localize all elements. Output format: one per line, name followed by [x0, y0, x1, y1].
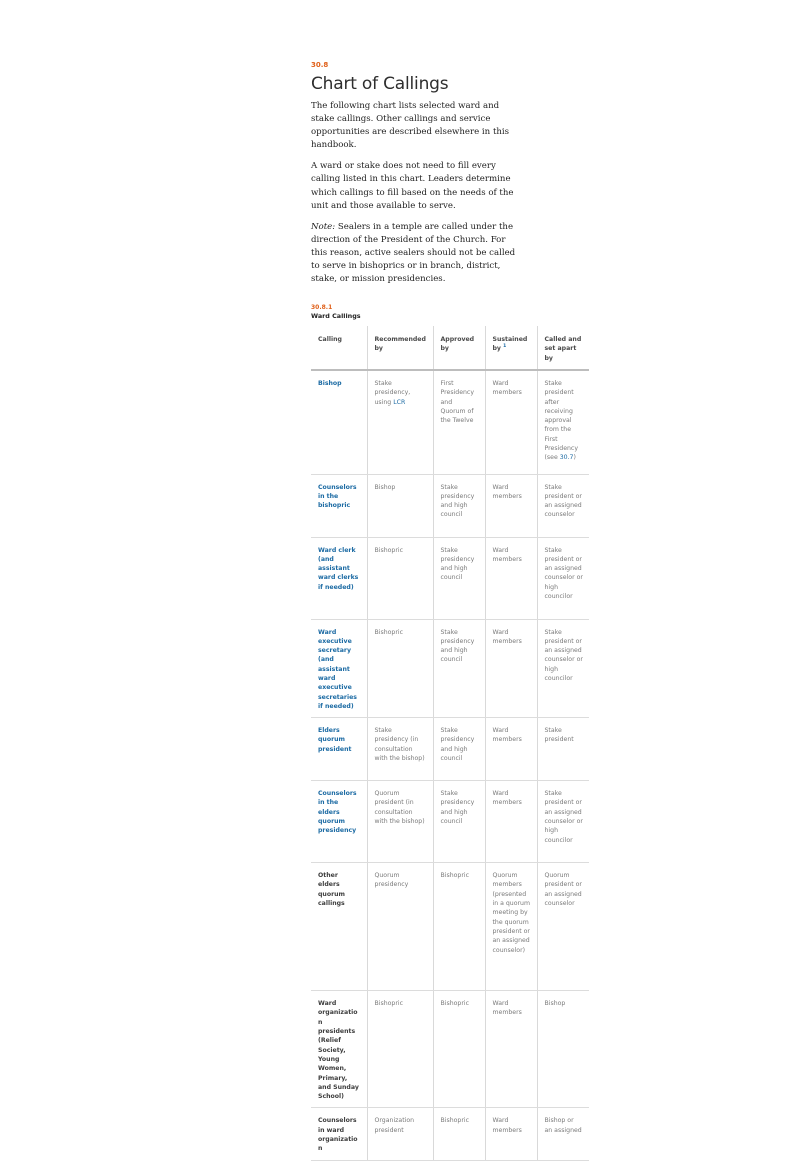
recommended-by-text: Stake presidency, using: [374, 380, 411, 406]
calling-name[interactable]: Bishop: [311, 370, 367, 474]
calling-name[interactable]: Elders quorum president: [311, 718, 367, 781]
callings-paragraph: A ward or stake does not need to fill every calling listed in this chart. Leaders determine which callings to fill based on the needs of the unit and those available to serve.: [311, 161, 514, 211]
table-row: [311, 474, 589, 537]
approved-by-cell: Bishopric: [433, 1108, 485, 1160]
called-by-cell: Quorum president or an assigned counselor: [537, 863, 589, 991]
calling-name: Ward organization presidents (Relief Society, Young Women, Primary, and Sunday School): [311, 991, 367, 1108]
recommended-by-cell: Quorum presidency: [367, 863, 433, 991]
header-recommended-by: Recommended by: [367, 326, 433, 370]
section-reference-link[interactable]: 30.7: [559, 454, 574, 462]
recommended-by-cell: Bishop: [367, 474, 433, 537]
recommended-by-cell: Quorum president (in consultation with the bishop): [367, 781, 433, 863]
table-row: [311, 863, 589, 991]
note-text: Sealers in a temple are called under the direction of the President of the Church. For this reason, active sealers should not be called to serve in bishoprics or in branch, district, stake, or mission presidencies.: [311, 221, 516, 285]
calling-name: Counselors in ward organization: [311, 1108, 367, 1160]
intro-paragraph: The following chart lists selected ward and stake callings. Other callings and service opportunities are described elsewhere in this handbook.: [311, 101, 510, 151]
sustained-by-cell: Ward members: [485, 474, 537, 537]
header-sustained-label: Sustained by: [492, 336, 528, 353]
table-row: [311, 718, 589, 781]
sustained-by-cell: Quorum members (presented in a quorum meeting by the quorum president or an assigned counselor): [485, 863, 537, 991]
calling-name[interactable]: Ward clerk (and assistant ward clerks if needed): [311, 537, 367, 619]
sustained-by-cell: Ward members: [485, 370, 537, 474]
subsection-title: Ward Callings: [311, 312, 361, 321]
called-by-cell: Stake president or an assigned counselor or high councilor: [537, 619, 589, 718]
approved-by-cell: Bishopric: [433, 991, 485, 1108]
note-label: Note:: [311, 221, 336, 232]
table-header-row: [311, 326, 589, 370]
called-by-cell: Stake president or an assigned counselor or high councilor: [537, 537, 589, 619]
recommended-by-cell: Bishopric: [367, 619, 433, 718]
header-sustained-by: [485, 326, 537, 370]
header-approved-by: Approved by: [433, 326, 485, 370]
sustained-by-cell: Ward members: [485, 718, 537, 781]
recommended-by-cell: [367, 370, 433, 474]
table-row: [311, 370, 589, 474]
called-by-cell: [537, 370, 589, 474]
lcr-link[interactable]: LCR: [393, 398, 406, 406]
approved-by-cell: Stake presidency and high council: [433, 619, 485, 718]
recommended-by-cell: Bishopric: [367, 537, 433, 619]
section-number: 30.8: [311, 61, 329, 69]
sustained-by-cell: Ward members: [485, 781, 537, 863]
recommended-by-cell: Stake presidency (in consultation with the bishop): [367, 718, 433, 781]
approved-by-cell: Stake presidency and high council: [433, 781, 485, 863]
calling-name[interactable]: Counselors in the elders quorum presidency: [311, 781, 367, 863]
recommended-by-cell: Organization president: [367, 1108, 433, 1160]
called-by-cell: Stake president or an assigned counselor or high councilor: [537, 781, 589, 863]
calling-name[interactable]: Counselors in the bishopric: [311, 474, 367, 537]
sustained-by-cell: Ward members: [485, 991, 537, 1108]
table-row: [311, 537, 589, 619]
table-row: [311, 619, 589, 718]
header-called-by: Called and set apart by: [537, 326, 589, 370]
subsection-number: 30.8.1: [311, 304, 333, 312]
note-paragraph: [311, 221, 521, 286]
page-title: Chart of Callings: [311, 74, 449, 94]
header-calling: Calling: [311, 326, 367, 370]
recommended-by-cell: Bishopric: [367, 991, 433, 1108]
sustained-by-cell: Ward members: [485, 1108, 537, 1160]
footnote-link[interactable]: 1: [503, 344, 507, 350]
section-content: [311, 60, 591, 321]
approved-by-cell: Stake presidency and high council: [433, 537, 485, 619]
approved-by-cell: Stake presidency and high council: [433, 718, 485, 781]
calling-name[interactable]: Ward executive secretary (and assistant ward executive secretaries if needed): [311, 619, 367, 718]
table-row: [311, 1108, 589, 1160]
called-by-cell: Stake president: [537, 718, 589, 781]
ward-callings-table: [311, 326, 589, 1161]
approved-by-cell: First Presidency and Quorum of the Twelve: [433, 370, 485, 474]
approved-by-cell: Bishopric: [433, 863, 485, 991]
table-row: [311, 781, 589, 863]
called-by-cell: Stake president or an assigned counselor: [537, 474, 589, 537]
called-by-cell: Bishop: [537, 991, 589, 1108]
sustained-by-cell: Ward members: [485, 537, 537, 619]
table-row: [311, 991, 589, 1108]
called-by-text: Stake president after receiving approval from the First Presidency (see: [544, 380, 578, 462]
sustained-by-cell: Ward members: [485, 619, 537, 718]
called-by-cell: Bishop or an assigned: [537, 1108, 589, 1160]
called-by-text-after: ): [573, 454, 576, 462]
calling-name: Other elders quorum callings: [311, 863, 367, 991]
approved-by-cell: Stake presidency and high council: [433, 474, 485, 537]
